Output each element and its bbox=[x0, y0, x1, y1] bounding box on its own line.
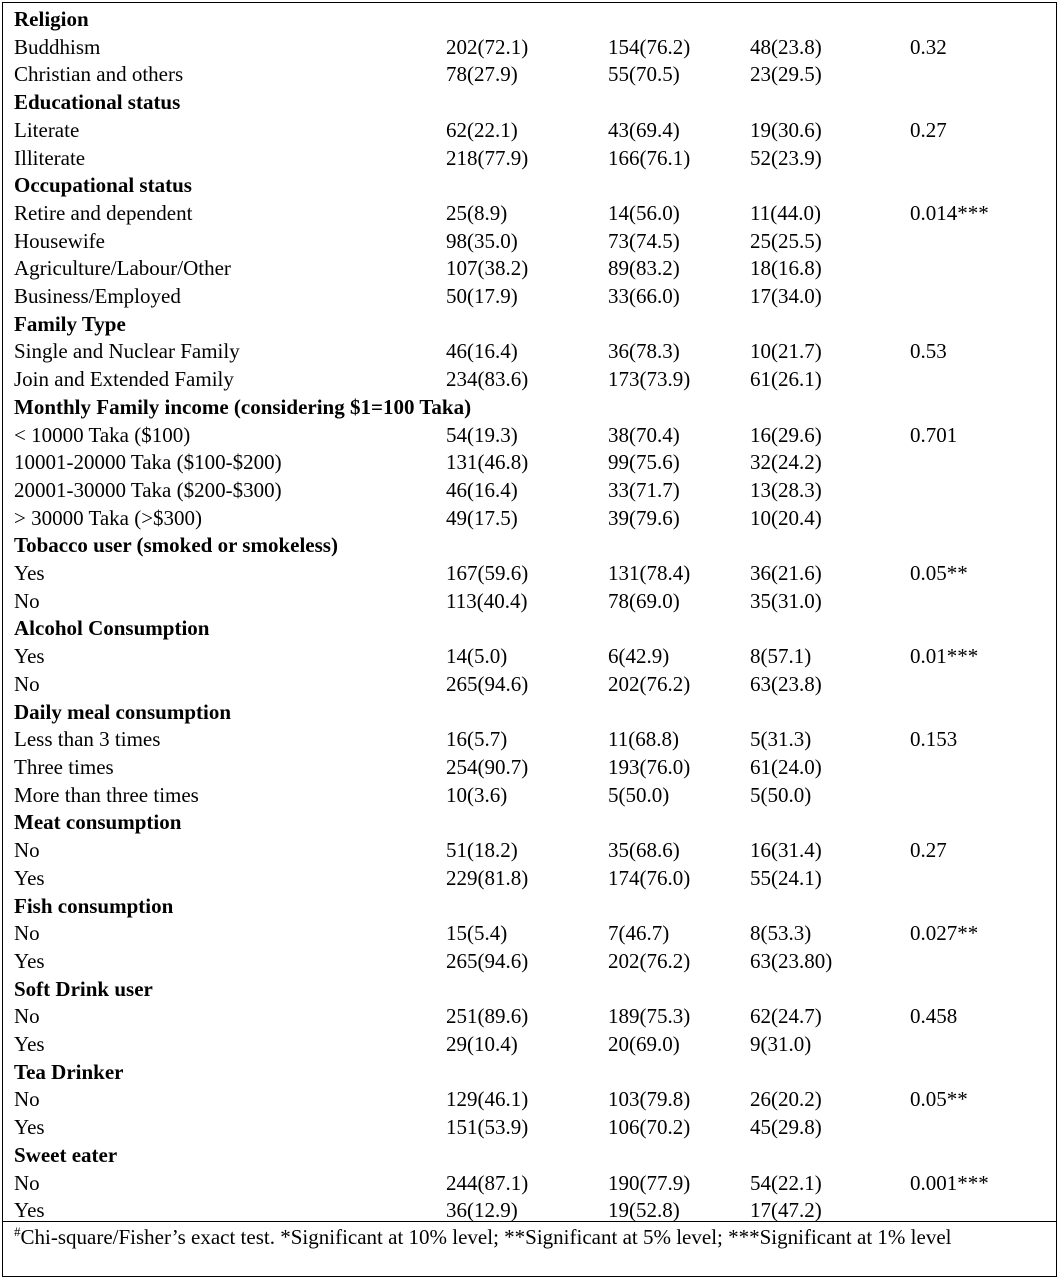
table-row bbox=[14, 117, 1050, 145]
row-label: Business/Employed bbox=[14, 284, 181, 309]
table-row bbox=[14, 145, 1050, 173]
row-label: No bbox=[14, 671, 40, 696]
p-value-cell bbox=[910, 505, 1050, 533]
p-value-cell bbox=[910, 255, 1050, 283]
row-label: 20001-30000 Taka ($200-$300) bbox=[14, 477, 282, 502]
row-label: No bbox=[14, 1004, 40, 1029]
p-value-cell bbox=[910, 228, 1050, 256]
total-n-cell: 25(8.9) bbox=[446, 200, 508, 225]
total-n-cell: 265(94.6) bbox=[446, 671, 529, 696]
group-b-cell: 63(23.8) bbox=[750, 671, 822, 696]
total-n-cell: 107(38.2) bbox=[446, 256, 529, 281]
table-row bbox=[14, 588, 1050, 616]
total-n-cell: 78(27.9) bbox=[446, 62, 518, 87]
total-n-cell: 113(40.4) bbox=[446, 588, 528, 613]
group-b-cell: 26(20.2) bbox=[750, 1087, 822, 1112]
group-b-cell: 5(31.3) bbox=[750, 727, 812, 752]
total-n-cell: 202(72.1) bbox=[446, 34, 529, 59]
table-row bbox=[14, 1114, 1050, 1142]
table-row bbox=[14, 255, 1050, 283]
p-value-cell: 0.27 bbox=[910, 117, 947, 142]
p-value-cell bbox=[910, 1031, 1050, 1059]
table-footnote bbox=[3, 1221, 1056, 1276]
group-b-cell: 19(30.6) bbox=[750, 117, 822, 142]
group-b-cell: 62(24.7) bbox=[750, 1004, 822, 1029]
p-value-cell: 0.32 bbox=[910, 34, 947, 59]
table-row bbox=[14, 338, 1050, 366]
section-header-row bbox=[14, 394, 1050, 422]
table-row bbox=[14, 1170, 1050, 1198]
row-label: No bbox=[14, 838, 40, 863]
total-n-cell: 10(3.6) bbox=[446, 782, 508, 807]
group-b-cell: 35(31.0) bbox=[750, 588, 822, 613]
row-label: 10001-20000 Taka ($100-$200) bbox=[14, 450, 282, 475]
total-n-cell: 54(19.3) bbox=[446, 422, 518, 447]
group-a-cell: 73(74.5) bbox=[608, 228, 680, 253]
section-header-row bbox=[14, 532, 1050, 560]
section-header-row bbox=[14, 809, 1050, 837]
section-header-row bbox=[14, 615, 1050, 643]
total-n-cell: 46(16.4) bbox=[446, 339, 518, 364]
table-row bbox=[14, 366, 1050, 394]
group-a-cell: 166(76.1) bbox=[608, 145, 691, 170]
p-value-cell: 0.05** bbox=[910, 561, 968, 586]
total-n-cell: 218(77.9) bbox=[446, 145, 529, 170]
group-a-cell: 78(69.0) bbox=[608, 588, 680, 613]
section-title: Occupational status bbox=[14, 173, 192, 198]
section-header-row bbox=[14, 976, 1050, 1004]
table-row bbox=[14, 200, 1050, 228]
group-a-cell: 20(69.0) bbox=[608, 1032, 680, 1057]
group-a-cell: 14(56.0) bbox=[608, 200, 680, 225]
table-row bbox=[14, 283, 1050, 311]
group-a-cell: 202(76.2) bbox=[608, 671, 691, 696]
total-n-cell: 251(89.6) bbox=[446, 1004, 529, 1029]
group-b-cell: 16(31.4) bbox=[750, 838, 822, 863]
group-b-cell: 9(31.0) bbox=[750, 1032, 812, 1057]
group-b-cell: 63(23.80) bbox=[750, 948, 833, 973]
table-row bbox=[14, 1003, 1050, 1031]
row-label: More than three times bbox=[14, 782, 199, 807]
group-b-cell: 18(16.8) bbox=[750, 256, 822, 281]
group-b-cell: 10(20.4) bbox=[750, 505, 822, 530]
p-value-cell bbox=[910, 754, 1050, 782]
row-label: Housewife bbox=[14, 228, 105, 253]
p-value-cell: 0.05** bbox=[910, 1087, 968, 1112]
p-value-cell bbox=[910, 366, 1050, 394]
row-label: > 30000 Taka (>$300) bbox=[14, 505, 203, 530]
total-n-cell: 46(16.4) bbox=[446, 477, 518, 502]
group-a-cell: 43(69.4) bbox=[608, 117, 680, 142]
p-value-cell bbox=[910, 477, 1050, 505]
row-label: No bbox=[14, 921, 40, 946]
total-n-cell: 98(35.0) bbox=[446, 228, 518, 253]
group-a-cell: 103(79.8) bbox=[608, 1087, 691, 1112]
section-title: Tobacco user (smoked or smokeless) bbox=[14, 533, 338, 558]
group-b-cell: 48(23.8) bbox=[750, 34, 822, 59]
section-title: Daily meal consumption bbox=[14, 699, 232, 724]
table-row bbox=[14, 754, 1050, 782]
group-b-cell: 55(24.1) bbox=[750, 865, 822, 890]
total-n-cell: 129(46.1) bbox=[446, 1087, 529, 1112]
total-n-cell: 229(81.8) bbox=[446, 865, 529, 890]
group-a-cell: 11(68.8) bbox=[608, 727, 679, 752]
p-value-cell: 0.153 bbox=[910, 727, 958, 752]
group-b-cell: 61(26.1) bbox=[750, 367, 822, 392]
total-n-cell: 29(10.4) bbox=[446, 1032, 518, 1057]
group-b-cell: 61(24.0) bbox=[750, 754, 822, 779]
table-row bbox=[14, 837, 1050, 865]
group-a-cell: 35(68.6) bbox=[608, 838, 680, 863]
p-value-cell bbox=[910, 948, 1050, 976]
group-b-cell: 16(29.6) bbox=[750, 422, 822, 447]
total-n-cell: 15(5.4) bbox=[446, 921, 508, 946]
p-value-cell bbox=[910, 671, 1050, 699]
group-a-cell: 190(77.9) bbox=[608, 1170, 691, 1195]
p-value-cell: 0.701 bbox=[910, 422, 958, 447]
row-label: Retire and dependent bbox=[14, 200, 193, 225]
row-label: Yes bbox=[14, 1032, 45, 1057]
footnote-text: Chi-square/Fisher’s exact test. *Significant at 10% level; **Significant at 5% level; ***Significant at 1% level bbox=[20, 1225, 952, 1249]
table-row bbox=[14, 643, 1050, 671]
row-label: Less than 3 times bbox=[14, 727, 161, 752]
total-n-cell: 50(17.9) bbox=[446, 284, 518, 309]
group-b-cell: 8(57.1) bbox=[750, 644, 812, 669]
section-title: Soft Drink user bbox=[14, 976, 153, 1001]
total-n-cell: 151(53.9) bbox=[446, 1115, 529, 1140]
group-a-cell: 33(71.7) bbox=[608, 477, 680, 502]
total-n-cell: 36(12.9) bbox=[446, 1198, 518, 1223]
table-row bbox=[14, 671, 1050, 699]
row-label: Buddhism bbox=[14, 34, 101, 59]
total-n-cell: 254(90.7) bbox=[446, 754, 529, 779]
row-label: No bbox=[14, 588, 40, 613]
group-a-cell: 7(46.7) bbox=[608, 921, 670, 946]
table-row bbox=[14, 782, 1050, 810]
total-n-cell: 167(59.6) bbox=[446, 561, 529, 586]
p-value-cell: 0.458 bbox=[910, 1004, 958, 1029]
total-n-cell: 244(87.1) bbox=[446, 1170, 529, 1195]
row-label: < 10000 Taka ($100) bbox=[14, 422, 191, 447]
section-title: Fish consumption bbox=[14, 893, 174, 918]
section-title: Monthly Family income (considering $1=100 Taka) bbox=[14, 394, 472, 419]
section-header-row bbox=[14, 699, 1050, 727]
group-b-cell: 5(50.0) bbox=[750, 782, 812, 807]
group-a-cell: 193(76.0) bbox=[608, 754, 691, 779]
total-n-cell: 265(94.6) bbox=[446, 948, 529, 973]
total-n-cell: 49(17.5) bbox=[446, 505, 518, 530]
row-label: Yes bbox=[14, 561, 45, 586]
p-value-cell: 0.014*** bbox=[910, 200, 989, 225]
group-a-cell: 55(70.5) bbox=[608, 62, 680, 87]
group-a-cell: 99(75.6) bbox=[608, 450, 680, 475]
group-a-cell: 89(83.2) bbox=[608, 256, 680, 281]
group-b-cell: 36(21.6) bbox=[750, 561, 822, 586]
group-b-cell: 25(25.5) bbox=[750, 228, 822, 253]
p-value-cell: 0.53 bbox=[910, 339, 947, 364]
table-row bbox=[14, 560, 1050, 588]
row-label: Single and Nuclear Family bbox=[14, 339, 240, 364]
group-b-cell: 17(47.2) bbox=[750, 1198, 822, 1223]
row-label: Yes bbox=[14, 644, 45, 669]
total-n-cell: 131(46.8) bbox=[446, 450, 529, 475]
group-a-cell: 202(76.2) bbox=[608, 948, 691, 973]
group-a-cell: 154(76.2) bbox=[608, 34, 691, 59]
section-header-row bbox=[14, 1142, 1050, 1170]
group-a-cell: 131(78.4) bbox=[608, 561, 691, 586]
row-label: Yes bbox=[14, 865, 45, 890]
group-b-cell: 45(29.8) bbox=[750, 1115, 822, 1140]
table-row bbox=[14, 948, 1050, 976]
total-n-cell: 62(22.1) bbox=[446, 117, 518, 142]
row-label: Yes bbox=[14, 1115, 45, 1140]
row-label: No bbox=[14, 1170, 40, 1195]
p-value-cell bbox=[910, 1114, 1050, 1142]
group-a-cell: 106(70.2) bbox=[608, 1115, 691, 1140]
section-title: Sweet eater bbox=[14, 1142, 118, 1167]
group-a-cell: 5(50.0) bbox=[608, 782, 670, 807]
p-value-cell: 0.001*** bbox=[910, 1170, 989, 1195]
group-b-cell: 8(53.3) bbox=[750, 921, 812, 946]
p-value-cell: 0.027** bbox=[910, 921, 979, 946]
group-a-cell: 173(73.9) bbox=[608, 367, 691, 392]
group-b-cell: 23(29.5) bbox=[750, 62, 822, 87]
table-row bbox=[14, 61, 1050, 89]
table-row bbox=[14, 34, 1050, 62]
table-row bbox=[14, 477, 1050, 505]
row-label: Three times bbox=[14, 754, 114, 779]
total-n-cell: 14(5.0) bbox=[446, 644, 508, 669]
row-label: Yes bbox=[14, 1198, 45, 1223]
total-n-cell: 234(83.6) bbox=[446, 367, 529, 392]
group-b-cell: 52(23.9) bbox=[750, 145, 822, 170]
table-row bbox=[14, 422, 1050, 450]
p-value-cell bbox=[910, 449, 1050, 477]
group-b-cell: 13(28.3) bbox=[750, 477, 822, 502]
section-header-row bbox=[14, 89, 1050, 117]
section-title: Alcohol Consumption bbox=[14, 616, 210, 641]
p-value-cell bbox=[910, 61, 1050, 89]
table-row bbox=[14, 1031, 1050, 1059]
p-value-cell bbox=[910, 865, 1050, 893]
group-a-cell: 38(70.4) bbox=[608, 422, 680, 447]
section-header-row bbox=[14, 893, 1050, 921]
total-n-cell: 16(5.7) bbox=[446, 727, 508, 752]
table-row bbox=[14, 920, 1050, 948]
row-label: Yes bbox=[14, 948, 45, 973]
section-title: Educational status bbox=[14, 90, 181, 115]
table-body bbox=[14, 6, 1050, 1225]
section-title: Religion bbox=[14, 7, 89, 31]
p-value-cell bbox=[910, 283, 1050, 311]
p-value-cell bbox=[910, 588, 1050, 616]
section-title: Tea Drinker bbox=[14, 1059, 124, 1084]
group-b-cell: 11(44.0) bbox=[750, 200, 821, 225]
total-n-cell: 51(18.2) bbox=[446, 838, 518, 863]
group-b-cell: 17(34.0) bbox=[750, 284, 822, 309]
data-table bbox=[14, 6, 1050, 1225]
p-value-cell bbox=[910, 145, 1050, 173]
table-row bbox=[14, 449, 1050, 477]
group-a-cell: 174(76.0) bbox=[608, 865, 691, 890]
table-row bbox=[14, 726, 1050, 754]
section-header-row bbox=[14, 6, 1050, 34]
section-title: Meat consumption bbox=[14, 810, 182, 835]
row-label: Illiterate bbox=[14, 145, 86, 170]
group-a-cell: 19(52.8) bbox=[608, 1198, 680, 1223]
table-row bbox=[14, 505, 1050, 533]
row-label: Join and Extended Family bbox=[14, 367, 234, 392]
row-label: Agriculture/Labour/Other bbox=[14, 256, 231, 281]
group-b-cell: 32(24.2) bbox=[750, 450, 822, 475]
group-a-cell: 39(79.6) bbox=[608, 505, 680, 530]
group-a-cell: 6(42.9) bbox=[608, 644, 670, 669]
table-row bbox=[14, 228, 1050, 256]
row-label: Literate bbox=[14, 117, 80, 142]
row-label: No bbox=[14, 1087, 40, 1112]
section-header-row bbox=[14, 1059, 1050, 1087]
table-row bbox=[14, 1086, 1050, 1114]
p-value-cell: 0.01*** bbox=[910, 644, 979, 669]
footnote-mark: # bbox=[14, 1224, 21, 1239]
row-label: Christian and others bbox=[14, 62, 184, 87]
group-a-cell: 189(75.3) bbox=[608, 1004, 691, 1029]
section-header-row bbox=[14, 172, 1050, 200]
section-title: Family Type bbox=[14, 311, 126, 336]
section-header-row bbox=[14, 311, 1050, 339]
p-value-cell bbox=[910, 782, 1050, 810]
group-a-cell: 36(78.3) bbox=[608, 339, 680, 364]
table-frame bbox=[2, 2, 1057, 1277]
p-value-cell: 0.27 bbox=[910, 838, 947, 863]
table-row bbox=[14, 865, 1050, 893]
group-b-cell: 10(21.7) bbox=[750, 339, 822, 364]
group-a-cell: 33(66.0) bbox=[608, 284, 680, 309]
group-b-cell: 54(22.1) bbox=[750, 1170, 822, 1195]
